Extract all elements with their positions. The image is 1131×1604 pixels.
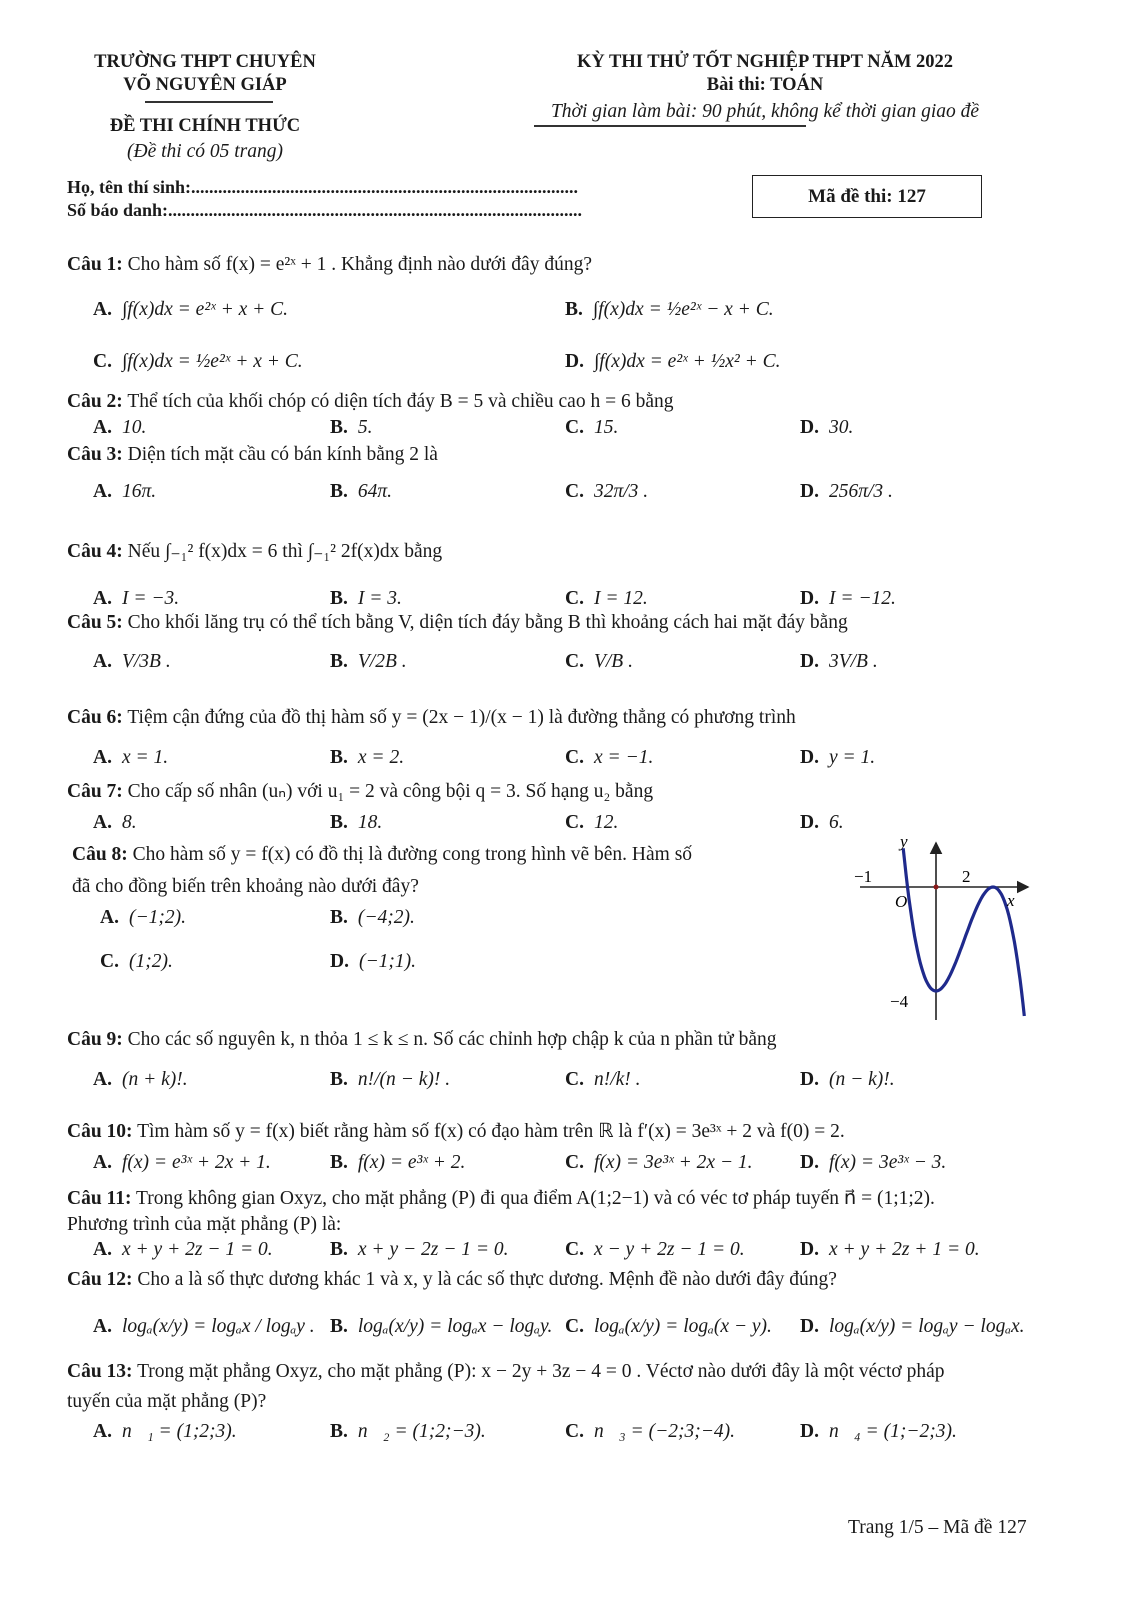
- question-stem: Cho các số nguyên k, n thỏa 1 ≤ k ≤ n. Số các chỉnh hợp chập k của n phần tử bằng: [127, 1029, 777, 1050]
- option-text: f(x) = e³ˣ + 2.: [357, 1152, 466, 1173]
- question-stem: Trong mặt phẳng Oxyz, cho mặt phẳng (P): x − 2y + 3z − 4 = 0 . Véctơ nào dưới đây là một véctơ pháp: [137, 1361, 945, 1382]
- question-3-option-b[interactable]: [330, 481, 392, 503]
- question-6-option-b[interactable]: [330, 747, 404, 769]
- question-7-text: [67, 779, 653, 803]
- question-label: Câu 5:: [67, 612, 123, 633]
- option-text: 3V/B .: [828, 651, 878, 672]
- option-text: 12.: [593, 812, 619, 833]
- question-stem: Trong không gian Oxyz, cho mặt phẳng (P) đi qua điểm A(1;2−1) và có véc tơ pháp tuyến n⃗ = (1;1;2).: [136, 1188, 935, 1209]
- question-12-option-b[interactable]: [330, 1316, 552, 1338]
- option-letter: B.: [330, 417, 348, 438]
- option-text: x = 2.: [357, 747, 405, 768]
- option-text: (−1;2).: [128, 907, 186, 928]
- option-letter: A.: [93, 299, 112, 320]
- option-letter: B.: [330, 1316, 348, 1337]
- function-graph: [840, 835, 1040, 1030]
- option-text: I = 12.: [593, 588, 648, 609]
- option-text: 18.: [357, 812, 383, 833]
- option-letter: B.: [330, 812, 348, 833]
- option-text: x + y − 2z − 1 = 0.: [357, 1239, 509, 1260]
- option-text: V/B .: [593, 651, 633, 672]
- question-label: Câu 1:: [67, 254, 123, 275]
- option-letter: B.: [330, 1152, 348, 1173]
- option-letter: D.: [330, 951, 349, 972]
- question-label: Câu 6:: [67, 707, 123, 728]
- option-text: 16π.: [121, 481, 157, 502]
- option-letter: C.: [565, 1152, 584, 1173]
- option-text: n!/(n − k)! .: [357, 1069, 451, 1090]
- school-name-line2: VÕ NGUYÊN GIÁP: [123, 75, 287, 95]
- question-5-option-d[interactable]: [800, 651, 878, 673]
- option-text: f(x) = 3e³ˣ − 3.: [828, 1152, 947, 1173]
- question-6-option-d[interactable]: [800, 747, 875, 769]
- option-text: 5.: [357, 417, 373, 438]
- option-text: n⃗₁ = (1;2;3).: [121, 1421, 237, 1442]
- option-text: (n + k)!.: [121, 1069, 188, 1090]
- option-letter: B.: [330, 1069, 348, 1090]
- exam-code: Mã đề thi: 127: [808, 185, 926, 207]
- question-6-option-c[interactable]: [565, 747, 653, 769]
- question-10-option-c[interactable]: [565, 1152, 753, 1174]
- question-4-option-d[interactable]: [800, 588, 896, 610]
- question-11-option-c[interactable]: [565, 1239, 745, 1261]
- option-letter: C.: [565, 651, 584, 672]
- question-4-text: [67, 539, 442, 563]
- option-letter: D.: [800, 651, 819, 672]
- option-text: 30.: [828, 417, 854, 438]
- option-letter: D.: [565, 351, 584, 372]
- option-text: x + y + 2z − 1 = 0.: [121, 1239, 273, 1260]
- question-label: Câu 4:: [67, 541, 123, 562]
- question-11-option-b[interactable]: [330, 1239, 509, 1261]
- question-2-option-a[interactable]: [93, 417, 146, 439]
- x-axis-label: x: [1007, 891, 1015, 910]
- question-4-option-c[interactable]: [565, 588, 648, 610]
- question-1-text: [67, 254, 592, 276]
- question-stem: Thể tích của khối chóp có diện tích đáy B = 5 và chiều cao h = 6 bằng: [127, 391, 674, 412]
- question-1-option-a[interactable]: [93, 299, 288, 321]
- question-2-text: [67, 391, 674, 413]
- exam-code-box: [752, 175, 982, 218]
- question-3-option-d[interactable]: [800, 481, 893, 503]
- option-text: (−4;2).: [357, 907, 415, 928]
- option-text: x − y + 2z − 1 = 0.: [593, 1239, 745, 1260]
- option-text: n⃗₂ = (1;2;−3).: [357, 1421, 486, 1442]
- option-letter: B.: [330, 481, 348, 502]
- option-text: ∫f(x)dx = e²ˣ + x + C.: [121, 299, 289, 320]
- option-letter: A.: [93, 1316, 112, 1337]
- question-7-option-b[interactable]: [330, 812, 382, 834]
- exam-title: KỲ THI THỬ TỐT NGHIỆP THPT NĂM 2022: [576, 52, 954, 72]
- option-letter: A.: [93, 588, 112, 609]
- option-text: n!/k! .: [593, 1069, 641, 1090]
- question-10-option-b[interactable]: [330, 1152, 465, 1174]
- question-3-option-a[interactable]: [93, 481, 156, 503]
- question-stem: tuyến của mặt phẳng (P)?: [67, 1391, 267, 1412]
- origin-point: [934, 885, 939, 890]
- question-stem: Nếu ∫₋₁² f(x)dx = 6 thì ∫₋₁² 2f(x)dx bằng: [127, 541, 443, 562]
- option-letter: D.: [800, 1421, 819, 1442]
- question-13-option-b[interactable]: [330, 1421, 486, 1443]
- question-10-option-d[interactable]: [800, 1152, 946, 1174]
- option-letter: B.: [330, 588, 348, 609]
- question-8-option-a[interactable]: [100, 907, 186, 929]
- question-12-option-d[interactable]: [800, 1316, 1025, 1338]
- origin-label: O: [895, 892, 908, 911]
- option-letter: C.: [565, 1239, 584, 1260]
- question-stem: Cho hàm số f(x) = e²ˣ + 1 . Khẳng định nào dưới đây đúng?: [127, 254, 592, 275]
- question-9-option-a[interactable]: [93, 1069, 188, 1091]
- x-root-label: −1: [854, 867, 873, 886]
- option-letter: D.: [800, 1239, 819, 1260]
- option-letter: A.: [93, 1069, 112, 1090]
- question-label: Câu 11:: [67, 1188, 132, 1209]
- option-text: 15.: [593, 417, 619, 438]
- question-3-option-c[interactable]: [565, 481, 648, 503]
- option-text: ∫f(x)dx = e²ˣ + ½x² + C.: [593, 351, 781, 372]
- question-11-option-d[interactable]: [800, 1239, 980, 1261]
- y-min-label: −4: [890, 992, 909, 1011]
- question-stem: Cho khối lăng trụ có thể tích bằng V, diện tích đáy bằng B thì khoảng cách hai mặt đáy bằng: [127, 612, 848, 633]
- option-text: 32π/3 .: [593, 481, 649, 502]
- question-label: Câu 9:: [67, 1029, 123, 1050]
- option-letter: A.: [100, 907, 119, 928]
- option-letter: D.: [800, 481, 819, 502]
- divider: [145, 101, 273, 103]
- question-9-option-b[interactable]: [330, 1069, 450, 1091]
- question-stem: Cho hàm số y = f(x) có đồ thị là đường cong trong hình vẽ bên. Hàm số: [132, 844, 693, 865]
- question-4-option-a[interactable]: [93, 588, 179, 610]
- question-13-text: [67, 1391, 266, 1413]
- question-label: Câu 7:: [67, 781, 123, 802]
- option-letter: B.: [330, 747, 348, 768]
- option-letter: A.: [93, 1239, 112, 1260]
- option-text: logₐ(x/y) = logₐx − logₐy.: [357, 1316, 553, 1337]
- question-5-text: [67, 612, 848, 634]
- option-letter: A.: [93, 812, 112, 833]
- time-note: Thời gian làm bài: 90 phút, không kể thời gian giao đề: [550, 101, 980, 122]
- option-text: 256π/3 .: [828, 481, 893, 502]
- question-5-option-a[interactable]: [93, 651, 171, 673]
- option-letter: D.: [800, 417, 819, 438]
- question-2-option-c[interactable]: [565, 417, 618, 439]
- option-letter: D.: [800, 1152, 819, 1173]
- question-6-option-a[interactable]: [93, 747, 168, 769]
- option-letter: C.: [100, 951, 119, 972]
- option-letter: D.: [800, 588, 819, 609]
- option-letter: C.: [565, 812, 584, 833]
- option-text: (−1;1).: [358, 951, 416, 972]
- page-footer: Trang 1/5 – Mã đề 127: [848, 1517, 1027, 1538]
- option-text: V/2B .: [357, 651, 407, 672]
- question-7-option-c[interactable]: [565, 812, 618, 834]
- question-9-text: [67, 1029, 776, 1051]
- question-5-option-b[interactable]: [330, 651, 407, 673]
- option-letter: D.: [800, 812, 819, 833]
- option-text: (n − k)!.: [828, 1069, 895, 1090]
- option-text: logₐ(x/y) = logₐx / logₐy .: [121, 1316, 315, 1337]
- option-text: y = 1.: [828, 747, 876, 768]
- official-label: ĐỀ THI CHÍNH THỨC: [109, 116, 301, 136]
- question-6-text: [67, 707, 796, 729]
- question-label: Câu 3:: [67, 444, 123, 465]
- question-8-option-b[interactable]: [330, 907, 415, 929]
- question-stem: Cho a là số thực dương khác 1 và x, y là các số thực dương. Mệnh đề nào dưới đây đúng?: [137, 1269, 837, 1290]
- option-letter: C.: [565, 417, 584, 438]
- question-stem: Phương trình của mặt phẳng (P) là:: [67, 1214, 342, 1235]
- option-letter: C.: [93, 351, 112, 372]
- option-letter: D.: [800, 1069, 819, 1090]
- question-4-option-b[interactable]: [330, 588, 402, 610]
- option-text: x + y + 2z + 1 = 0.: [828, 1239, 980, 1260]
- option-text: I = −3.: [121, 588, 180, 609]
- question-8-option-c[interactable]: [100, 951, 173, 973]
- question-label: Câu 12:: [67, 1269, 133, 1290]
- candidate-id-field: Số báo danh:............................................................................................: [67, 200, 583, 220]
- option-letter: A.: [93, 747, 112, 768]
- option-text: logₐ(x/y) = logₐ(x − y).: [593, 1316, 772, 1337]
- option-text: 64π.: [357, 481, 393, 502]
- question-7-option-a[interactable]: [93, 812, 137, 834]
- question-1-option-d[interactable]: [565, 351, 781, 373]
- option-letter: C.: [565, 481, 584, 502]
- x-max-label: 2: [962, 867, 971, 886]
- question-stem: Diện tích mặt cầu có bán kính bằng 2 là: [127, 444, 438, 465]
- option-text: f(x) = 3e³ˣ + 2x − 1.: [593, 1152, 753, 1173]
- pages-note: (Đề thi có 05 trang): [127, 141, 283, 162]
- question-11-option-a[interactable]: [93, 1239, 273, 1261]
- option-letter: C.: [565, 1421, 584, 1442]
- question-8-text: [72, 876, 419, 898]
- option-letter: C.: [565, 1069, 584, 1090]
- option-text: n⃗₄ = (1;−2;3).: [828, 1421, 957, 1442]
- question-10-text: [67, 1119, 845, 1143]
- subject: Bài thi: TOÁN: [706, 75, 824, 95]
- question-13-option-d[interactable]: [800, 1421, 957, 1443]
- option-text: I = −12.: [828, 588, 896, 609]
- option-letter: D.: [800, 747, 819, 768]
- option-text: I = 3.: [357, 588, 402, 609]
- question-11-text: [67, 1214, 341, 1236]
- option-text: (1;2).: [128, 951, 173, 972]
- question-13-text: [67, 1361, 944, 1383]
- option-text: n⃗₃ = (−2;3;−4).: [593, 1421, 735, 1442]
- option-text: x = 1.: [121, 747, 169, 768]
- question-9-option-c[interactable]: [565, 1069, 641, 1091]
- option-text: 10.: [121, 417, 147, 438]
- option-letter: B.: [330, 1421, 348, 1442]
- option-letter: B.: [330, 1239, 348, 1260]
- question-1-option-b[interactable]: [565, 299, 774, 321]
- option-letter: C.: [565, 588, 584, 609]
- question-12-text: [67, 1269, 837, 1291]
- option-text: 6.: [828, 812, 844, 833]
- divider: [534, 125, 806, 127]
- y-axis-label: y: [900, 835, 908, 851]
- question-label: Câu 2:: [67, 391, 123, 412]
- question-1-option-c[interactable]: [93, 351, 303, 373]
- option-letter: B.: [330, 907, 348, 928]
- option-letter: C.: [565, 747, 584, 768]
- question-8-text: [72, 844, 692, 866]
- question-8-option-d[interactable]: [330, 951, 416, 973]
- option-text: ∫f(x)dx = ½e²ˣ − x + C.: [592, 299, 774, 320]
- option-text: 8.: [121, 812, 137, 833]
- question-stem: Tìm hàm số y = f(x) biết rằng hàm số f(x) có đạo hàm trên ℝ là f′(x) = 3e³ˣ + 2 và f(0) = 2.: [137, 1121, 845, 1142]
- option-letter: A.: [93, 1152, 112, 1173]
- question-12-option-a[interactable]: [93, 1316, 315, 1338]
- question-7-option-d[interactable]: [800, 812, 844, 834]
- option-letter: B.: [565, 299, 583, 320]
- question-2-option-b[interactable]: [330, 417, 373, 439]
- option-text: f(x) = e³ˣ + 2x + 1.: [121, 1152, 271, 1173]
- option-letter: A.: [93, 417, 112, 438]
- question-13-option-c[interactable]: [565, 1421, 735, 1443]
- question-stem: đã cho đồng biến trên khoảng nào dưới đây?: [72, 876, 419, 897]
- option-letter: C.: [565, 1316, 584, 1337]
- question-label: Câu 10:: [67, 1121, 133, 1142]
- question-stem: Tiệm cận đứng của đồ thị hàm số y = (2x − 1)/(x − 1) là đường thẳng có phương trình: [127, 707, 796, 728]
- option-text: V/3B .: [121, 651, 171, 672]
- question-label: Câu 8:: [72, 844, 128, 865]
- question-11-text: [67, 1186, 935, 1210]
- option-text: ∫f(x)dx = ½e²ˣ + x + C.: [121, 351, 303, 372]
- school-name-line1: TRƯỜNG THPT CHUYÊN: [94, 52, 316, 72]
- question-9-option-d[interactable]: [800, 1069, 895, 1091]
- question-3-text: [67, 444, 438, 466]
- option-letter: B.: [330, 651, 348, 672]
- option-text: logₐ(x/y) = logₐy − logₐx.: [828, 1316, 1025, 1337]
- option-letter: D.: [800, 1316, 819, 1337]
- candidate-name-field: Họ, tên thí sinh:......................................................................................: [67, 177, 579, 197]
- option-letter: A.: [93, 1421, 112, 1442]
- option-text: x = −1.: [593, 747, 654, 768]
- question-12-option-c[interactable]: [565, 1316, 772, 1338]
- question-label: Câu 13:: [67, 1361, 133, 1382]
- question-13-option-a[interactable]: [93, 1421, 237, 1443]
- option-letter: A.: [93, 481, 112, 502]
- option-letter: A.: [93, 651, 112, 672]
- question-10-option-a[interactable]: [93, 1152, 271, 1174]
- question-5-option-c[interactable]: [565, 651, 633, 673]
- question-2-option-d[interactable]: [800, 417, 853, 439]
- question-stem: Cho cấp số nhân (uₙ) với u₁ = 2 và công bội q = 3. Số hạng u₂ bằng: [127, 781, 654, 802]
